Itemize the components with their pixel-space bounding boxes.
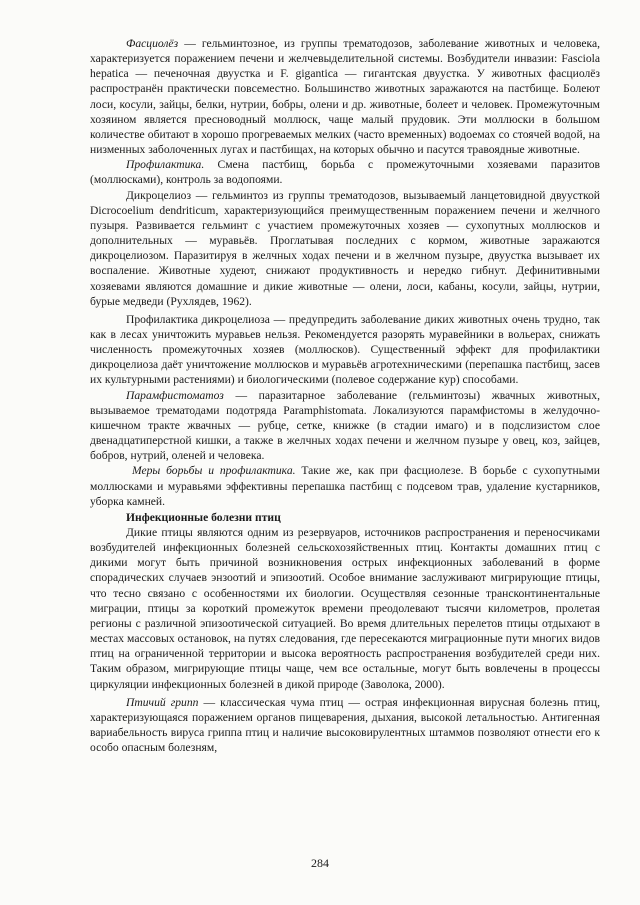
- paragraph-dicrocoeliasis-prevention: [90, 312, 600, 388]
- term-italic: Парамфистоматоз: [126, 388, 224, 402]
- paragraph-text: Смена пастбищ, борьба с промежуточными хозяевами паразитов (моллюсками), контроль за водопоями.: [90, 158, 600, 187]
- paragraph-text: — классическая чума птиц — острая инфекционная вирусная болезнь птиц, характеризующаяся поражением органов пищеварения, дыхания, высокой летальностью. Антигенная вариабельность вируса гриппа птиц и наличие высоковирулентных штаммов позволяют отнести его к особо опасным болезням,: [90, 695, 600, 755]
- paragraph-text: — паразитарное заболевание (гельминтозы) жвачных животных, вызываемое трематодами подотряда Paramphistomata. Локализуются парамфистомы в желудочно-кишечном тракте жвачных — рубце, сетке, книжке (в стадии имаго) и в подслизистом слое двенадцатиперстной кишки, а также в желчных ходах печени и желчном пузыре у овец, коз, зайцев, бобров, нутрий, оленей и человека.: [90, 388, 600, 463]
- section-heading: Инфекционные болезни птиц: [126, 510, 281, 524]
- paragraph-avian-flu: [90, 695, 600, 756]
- paragraph-text: — гельминтозное, из группы трематодозов, заболевание животных и человека, характеризуется поражением печени и желчевыделительной системы. Возбудители инвазии: Fasciola hepatica — печеночная двуустка и F. gigantica — гигантская двуустка. У животных фасциолёз распространён практически повсеместно. Большинство животных заражаются на пастбище. Болеют лоси, косули, зайцы, белки, нутрии, бобры, олени и др. животные, болеет и человек. Промежуточным хозяином является пресноводный моллюск, чаще малый прудовик. Эти моллюски в большом количестве обитают в хорошо прогреваемых мелких (часто временных) водоемах со стоячей водой, на низменных заболоченных лугах и пастбищах, на которых обычно и пасутся травоядные животные.: [90, 37, 600, 157]
- paragraph-text: Профилактика дикроцелиоза — предупредить заболевание диких животных очень трудно, так как в лесах уничтожить муравьев нельзя. Рекомендуется разорять муравейники в вольерах, снижать численность промежуточных хозяев (моллюсков). Существенный эффект для профилактики дикроцелиоза даёт уничтожение моллюсков и муравьёв агротехническими (перепашка пастбищ, засев их культурными растениями) и биологическими (полевое содержание кур) способами.: [90, 312, 600, 387]
- paragraph-wild-birds: [90, 525, 600, 692]
- paragraph-fascioliasis: [90, 36, 600, 157]
- paragraph-text: Дикроцелиоз — гельминтоз из группы трематодозов, вызываемый ланцетовидной двуусткой Dicrocoelium dendriticum, характеризующийся преимущественным поражением печени и желчного пузыря. Развивается гельминт с участием промежуточных хозяев — сухопутных моллюсков и дополнительных — муравьёв. Проглатывая последних с кормом, животные заражаются дикроцелиозом. Паразитируя в желчных ходах печени и в желчном пузыре, двуустка вызывает их воспаление. Животные худеют, снижают продуктивность и нередко гибнут. Дефинитивными хозяевами являются домашние и дикие животные — олени, лоси, кабаны, косули, зайцы, нутрии, бурые медведи (Рухлядев, 1962).: [90, 188, 600, 308]
- paragraph-dicrocoeliasis: [90, 188, 600, 309]
- paragraph-text: Такие же, как при фасциолезе. В борьбе с сухопутными моллюсками и муравьями эффективны перепашка пастбищ с подсевом трав, удаление кустарников, уборка камней.: [90, 464, 600, 508]
- paragraph-fascioliasis-prevention: [90, 157, 600, 187]
- paragraph-control-measures: [90, 463, 600, 508]
- paragraph-paramphistomiasis: [90, 388, 600, 464]
- paragraph-text: Дикие птицы являются одним из резервуаров, источников распространения и переносчиками возбудителей инфекционных болезней сельскохозяйственных птиц. Контакты домашних птиц с дикими могут быть причиной возникновения острых инфекционных заболеваний в форме спорадических случаев энзоотий и эпизоотий. Особое внимание заслуживают мигрирующие птицы, что тесно связано с особенностями их биологии. Осуществляя сезонные трансконтинентальные миграции, птицы за короткий промежуток времени преодолевают тысячи километров, пролетая регионы с различной эпизоотической ситуацией. Во время длительных перелетов птицы отдыхают в местах массовых остановок, на путях следования, где пересекаются миграционные пути многих видов птиц на ограниченной территории и высока вероятность распространения возбудителей среди них. Таким образом, мигрирующие птицы чаще, чем все остальные, могут быть вовлечены в процессы циркуляции инфекционных болезней в дикой природе (Заволока, 2000).: [90, 526, 600, 691]
- term-italic: Фасциолёз: [126, 37, 179, 50]
- term-italic: Меры борьбы и профилактика.: [132, 464, 296, 478]
- term-italic: Птичий грипп: [126, 695, 199, 709]
- body-text: [90, 36, 600, 755]
- page-number: 284: [311, 856, 329, 870]
- term-italic: Профилактика.: [126, 158, 205, 172]
